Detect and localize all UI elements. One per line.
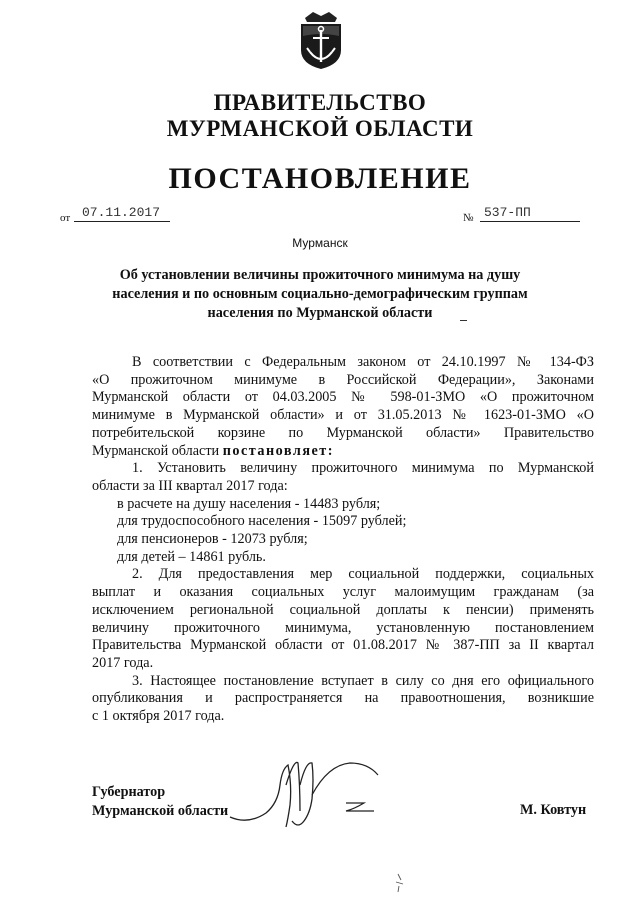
document-number: 537-ПП: [484, 205, 531, 220]
item3-line: с 1 октября 2017 года.: [92, 708, 225, 725]
preamble-line: минимуме в Мурманской области» и от 31.05.2013 № 1623-01-ЗМО «О: [92, 407, 594, 424]
item2-line: выплат и оказания социальных услуг малоимущим гражданам (за: [92, 584, 594, 601]
government-name-line2: МУРМАНСКОЙ ОБЛАСТИ: [166, 116, 474, 141]
preamble-end: Мурманской области: [92, 442, 220, 459]
item2-line: 2017 года.: [92, 654, 154, 671]
item3-line: опубликования и распространяется на правоотношения, возникшие: [92, 690, 594, 707]
list-item: для трудоспособного населения - 15097 рублей;: [117, 513, 407, 530]
document-date: 07.11.2017: [82, 205, 161, 220]
document-subject: Об установлении величины прожиточного минимума на душу населения и по основным социально-демографическим группам населения по Мурманской области: [112, 267, 528, 321]
document-body: [92, 354, 594, 726]
government-name-line1: ПРАВИТЕЛЬСТВО: [213, 90, 427, 115]
scan-mark: [392, 872, 408, 894]
signatory-position: [92, 783, 228, 821]
item2-line: 2. Для предоставления мер социальной поддержки, социальных: [132, 566, 594, 583]
item2-line: величину прожиточного минимума, установленную постановлением: [92, 619, 594, 636]
preamble-line: В соответствии с Федеральным законом от 24.10.1997 № 134-ФЗ: [132, 354, 594, 370]
signatory-name: М. Ковтун: [520, 802, 587, 818]
city-name: Мурманск: [292, 236, 348, 250]
handwritten-signature: [228, 755, 388, 835]
item2-line: Правительства Мурманской области от 01.08.2017 № 387-ПП за II квартал: [92, 637, 594, 654]
preamble-line: «О прожиточном минимуме в Российской Федерации», Законами: [92, 371, 594, 388]
item1-line: области за III квартал 2017 года:: [92, 477, 288, 494]
preamble-line: Мурманской области от 04.03.2005 № 598-01-ЗМО «О прожиточном: [92, 389, 594, 406]
position-line: Губернатор: [92, 784, 166, 800]
date-label: от: [60, 212, 71, 224]
item2-line: исключением региональной социальной доплаты к пенсии) применять: [92, 601, 594, 618]
subject-underline-mark: [460, 320, 467, 321]
list-item: в расчете на душу населения - 14483 рубля;: [117, 495, 381, 512]
number-label: №: [463, 212, 474, 224]
item3-line: 3. Настоящее постановление вступает в силу со дня его официального: [132, 672, 594, 689]
list-item: для детей – 14861 рубль.: [117, 548, 266, 565]
document-type-title: ПОСТАНОВЛЕНИЕ: [168, 162, 472, 195]
number-underline: [480, 221, 580, 222]
position-line: Мурманской области: [92, 803, 229, 819]
preamble-last-line: [92, 443, 594, 461]
item1-line: 1. Установить величину прожиточного минимума по Мурманской: [132, 460, 594, 477]
coat-of-arms-icon: [297, 12, 345, 70]
decides-word: постановляет:: [222, 442, 335, 459]
list-item: для пенсионеров - 12073 рубля;: [117, 531, 308, 548]
date-underline: [74, 221, 170, 222]
preamble-line: потребительской корзине по Мурманской области» Правительство: [92, 424, 594, 441]
